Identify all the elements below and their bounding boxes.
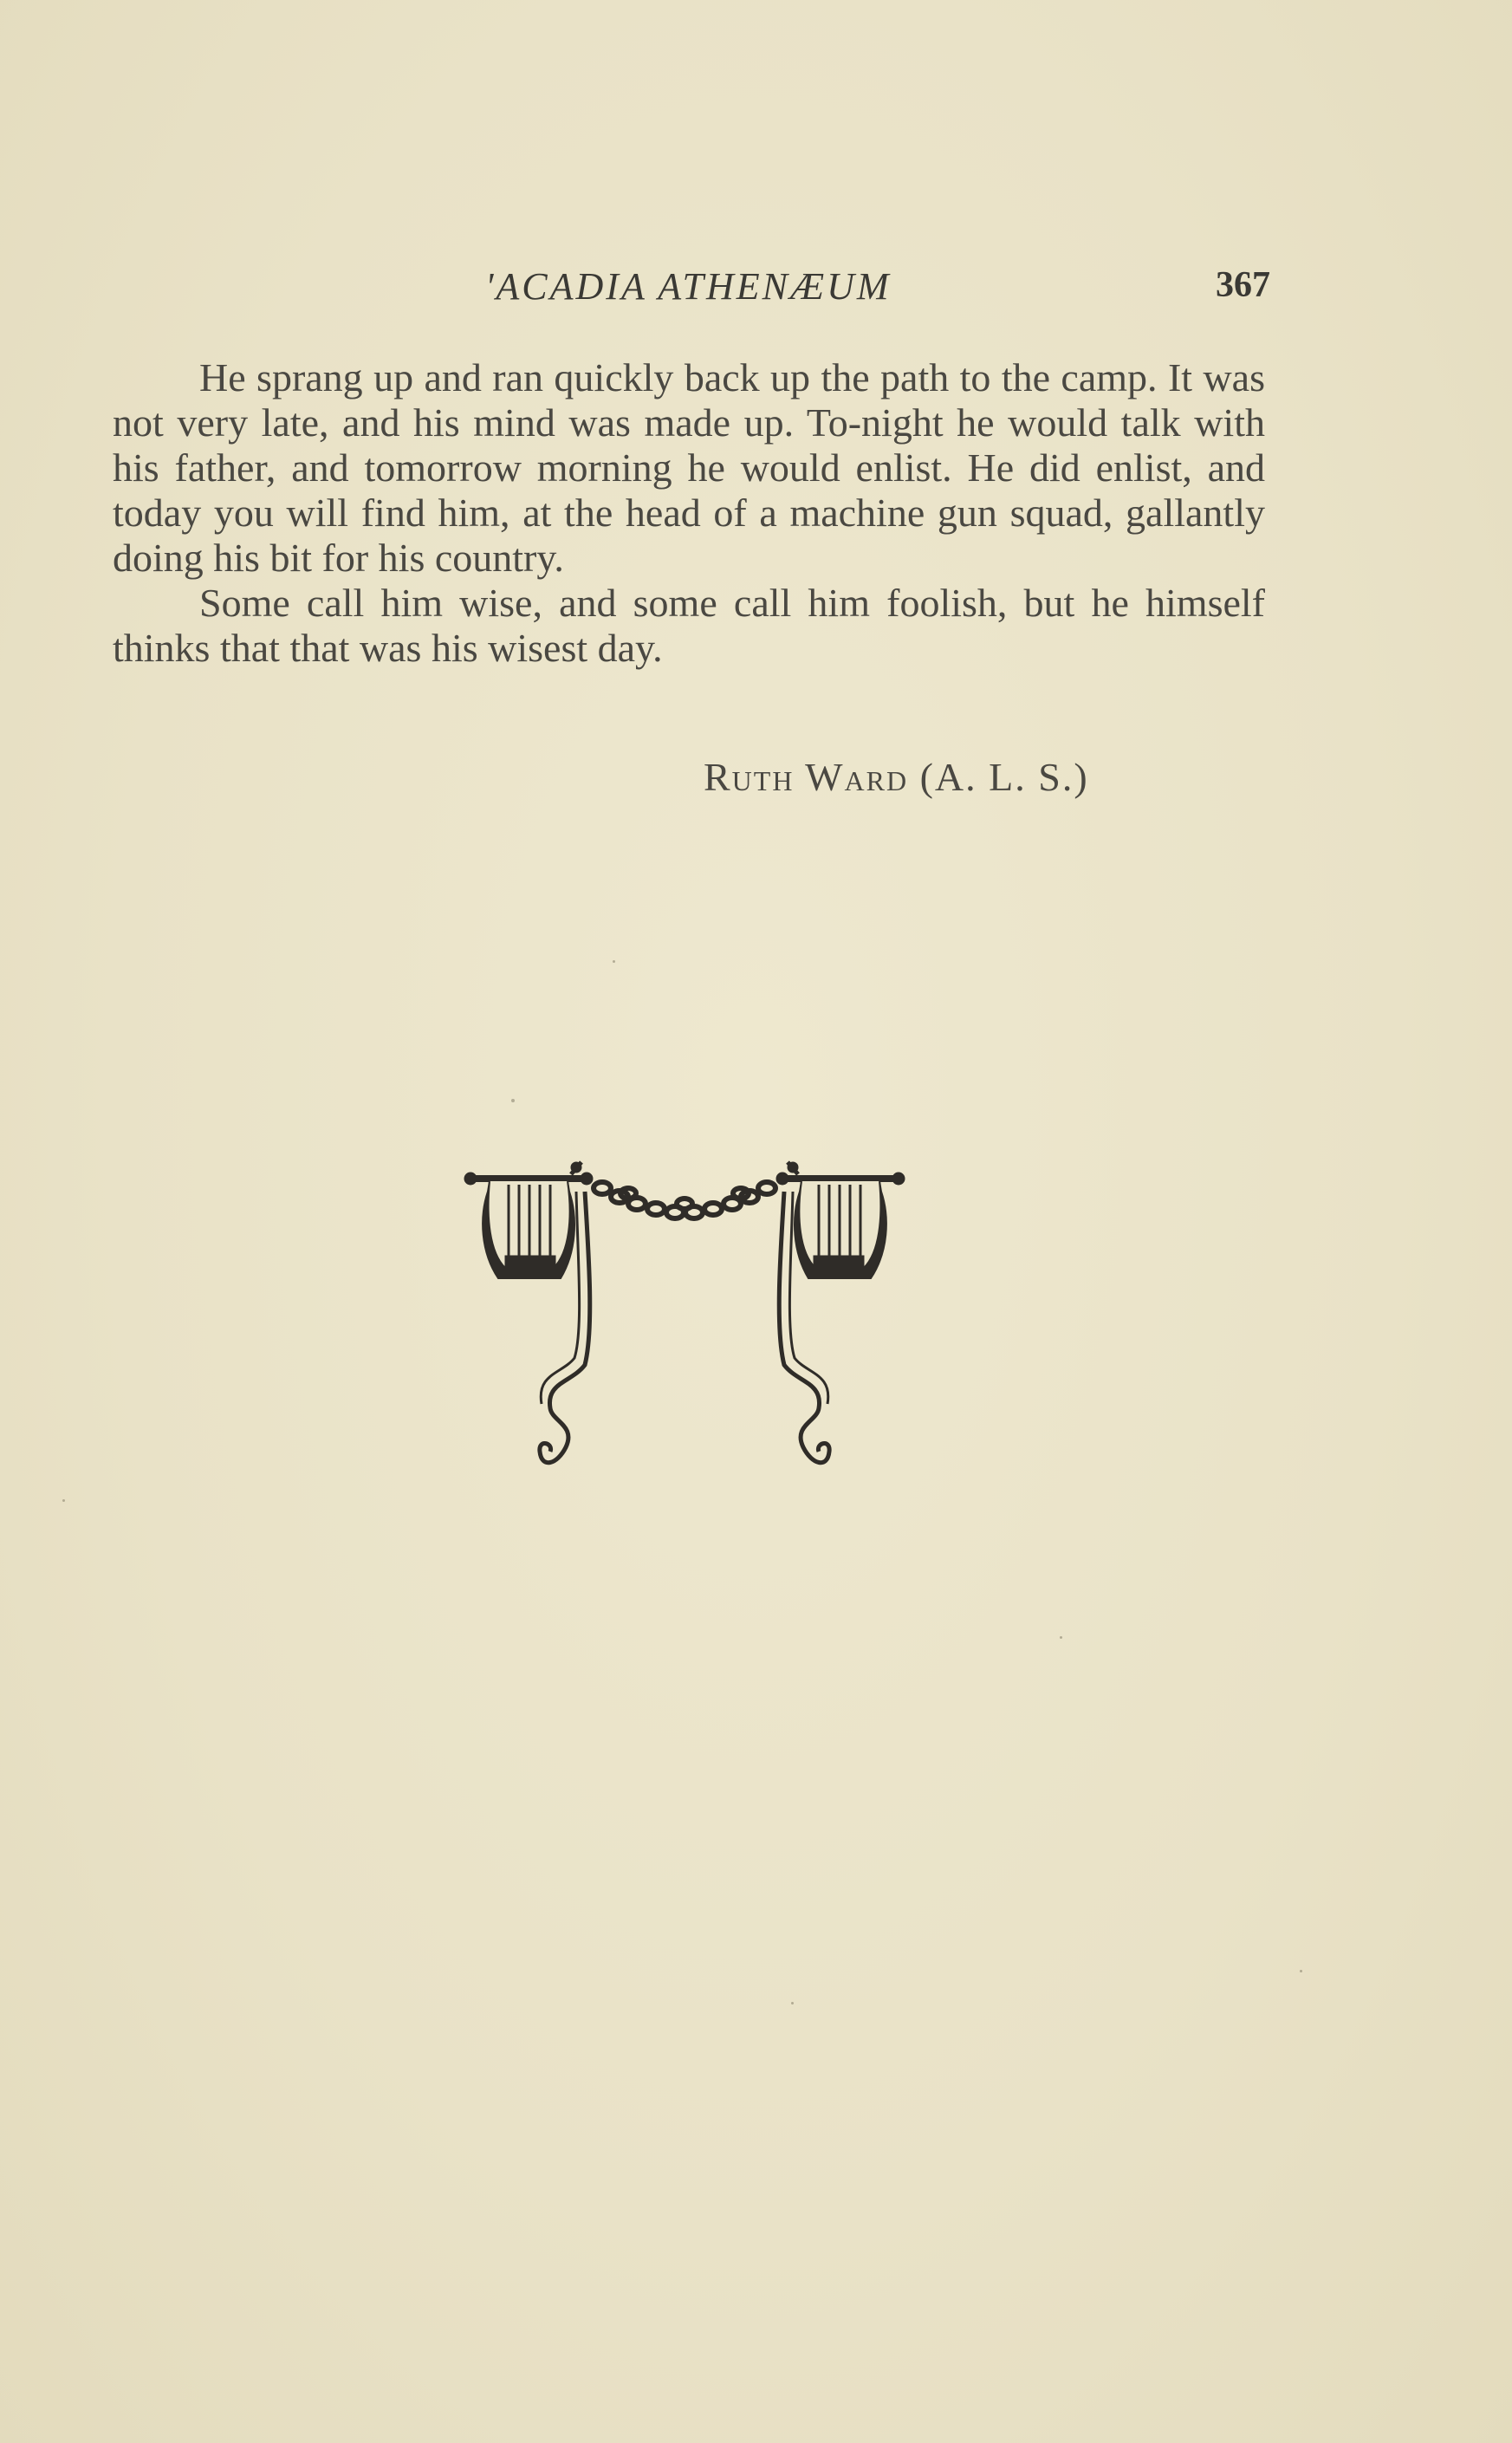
running-head [113,264,1270,316]
paper-speck [791,2002,794,2004]
paper-speck [1060,1636,1062,1639]
left-lyre-icon [464,1162,593,1463]
paper-speck [62,1499,65,1502]
chain-icon [594,1182,775,1218]
paragraph: He sprang up and ran quickly back up the path to the camp. It was not very late, and his mind was made up. To-night he would talk with his father, and tomorrow morning he would enlist. He did enlist, and today you will find him, at the head of a machine gun squad, gallantly doing his bit for his country. [113,355,1265,580]
author-signature: Ruth Ward (A. L. S.) [704,755,1089,799]
page-number: 367 [1216,265,1270,305]
paper-speck [1300,1970,1302,1972]
journal-title: 'ACADIA ATHENÆUM [485,265,892,308]
paper-speck [613,960,615,963]
twin-lyres-with-chain-ornament-icon [464,1157,905,1478]
article-body [113,355,1265,671]
paragraph: Some call him wise, and some call him foolish, but he himself thinks that that was his wisest day. [113,581,1265,670]
right-lyre-icon [776,1162,905,1463]
paper-speck [511,1099,515,1102]
